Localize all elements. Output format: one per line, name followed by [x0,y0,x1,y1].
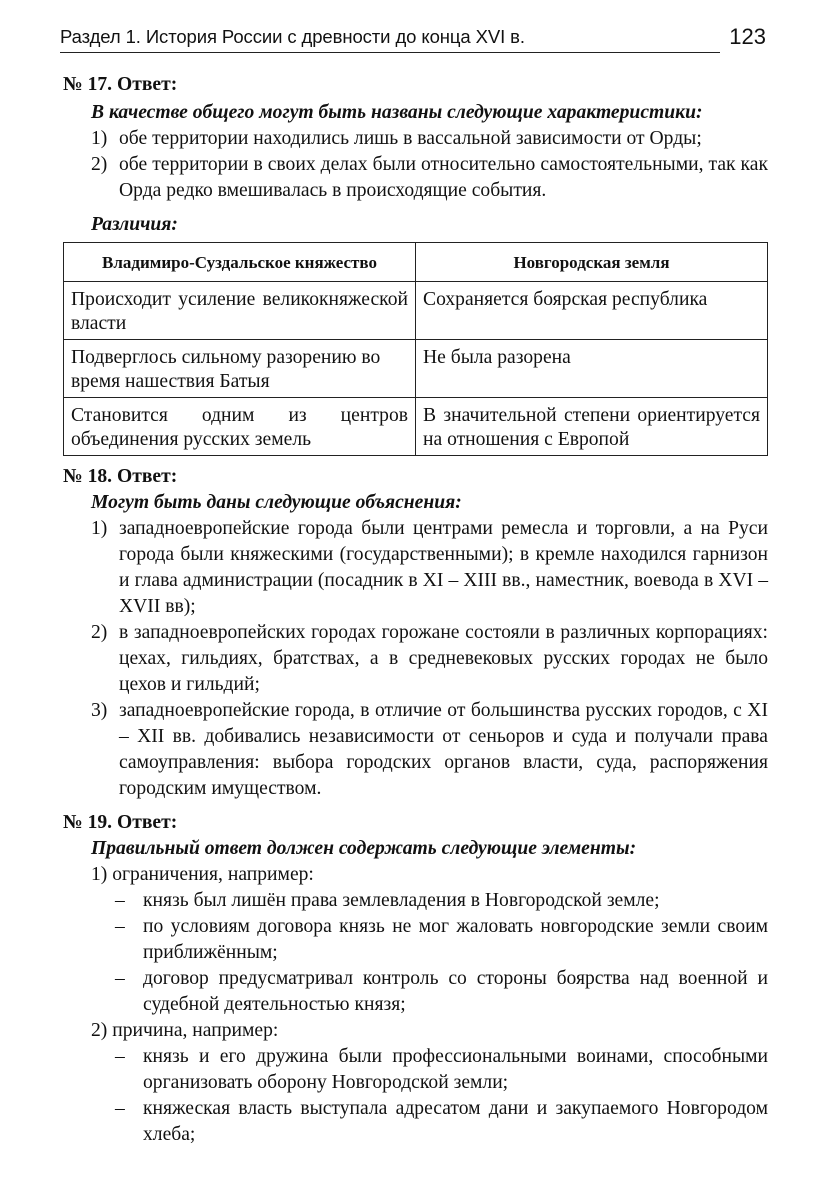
page-number: 123 [729,24,766,49]
task-17 [63,72,768,456]
task-18-title: № 18. Ответ: [63,466,178,487]
task-18 [63,464,768,802]
list-marker: 1) [91,128,108,149]
part-2-list [63,1044,768,1148]
list-item-text: в западноевропейских городах горожане состояли в различных корпорациях: цехах, гильдиях, братствах, а в средневековых русских городах не было цехов и гильдий; [119,622,768,695]
list-item-text: западноевропейские города, в отличие от большинства русских городов, с XI – XII вв. добивались независимости от сеньоров и суда и получали права самоуправления: выбора городских органов власти, суда, распоряжения городским имуществом. [119,700,768,799]
list-item-text: западноевропейские города были центрами ремесла и торговли, а на Руси города были княжескими (государственными); в кремле находился гарнизон и глава администрации (посадник в XI – XIII вв., наместник, воевода в XVI – XVII вв); [119,518,768,617]
list-item-text: князь был лишён права землевладения в Новгородской земле; [143,890,660,911]
list-dash: – [115,1098,125,1119]
task-19 [63,810,768,1148]
list-item [63,516,768,620]
list-dash: – [115,1046,125,1067]
list-marker: 1) [91,518,108,539]
table-cell: В значительной степени ориентируется на отношения с Европой [416,398,768,456]
header-rule [60,52,720,53]
table-cell: Подверглось сильному разорению во время нашествия Батыя [64,340,416,398]
table-header-cell: Новгородская земля [416,243,768,282]
list-item-text: обе территории в своих делах были относительно самостоятельными, так как Орда редко вмешивалась в происходящие события. [119,154,768,201]
list-item [63,620,768,698]
task-19-title: № 19. Ответ: [63,812,178,833]
running-head [60,26,772,56]
list-item-text: по условиям договора князь не мог жаловать новгородские земли своим приближённым; [143,916,768,963]
list-marker: 2) [91,622,108,643]
list-item [63,1096,768,1148]
list-item [63,888,768,914]
list-marker: 2) [91,154,108,175]
list-item [63,698,768,802]
differences-label: Различия: [91,214,178,235]
table-row [64,398,768,456]
list-item-text: княжеская власть выступала адресатом дани и закупаемого Новгородом хлеба; [143,1098,768,1145]
list-marker: 3) [91,700,108,721]
table-row [64,282,768,340]
task-17-title: № 17. Ответ: [63,74,178,95]
table-cell: Становится одним из центров объединения русских земель [64,398,416,456]
differences-table [63,242,768,456]
part-2-label: 2) причина, например: [91,1020,279,1041]
part-1-label: 1) ограничения, например: [91,864,314,885]
running-title: Раздел 1. История России с древности до конца XVI в. [60,26,525,47]
list-item [63,966,768,1018]
table-header-row [64,243,768,282]
table-header-cell: Владимиро-Суздальское княжество [64,243,416,282]
table-cell: Происходит усиление великокняжеской власти [64,282,416,340]
task-18-lead: Могут быть даны следующие объяснения: [91,492,462,513]
list-item [63,1044,768,1096]
list-item-text: князь и его дружина были профессиональными воинами, способными организовать оборону Новгородской земли; [143,1046,768,1093]
task-19-lead: Правильный ответ должен содержать следующие элементы: [91,838,637,859]
list-item [63,126,768,152]
part-1-list [63,888,768,1018]
list-dash: – [115,890,125,911]
list-dash: – [115,916,125,937]
table-row [64,340,768,398]
task-17-common-list [63,126,768,204]
task-18-list [63,516,768,802]
table-cell: Сохраняется боярская республика [416,282,768,340]
list-dash: – [115,968,125,989]
list-item [63,152,768,204]
list-item-text: обе территории находились лишь в вассальной зависимости от Орды; [119,128,702,149]
list-item [63,914,768,966]
task-17-lead: В качестве общего могут быть названы следующие характеристики: [91,102,703,123]
table-cell: Не была разорена [416,340,768,398]
list-item-text: договор предусматривал контроль со стороны боярства над военной и судебной деятельностью князя; [143,968,768,1015]
page-content [63,72,768,1148]
